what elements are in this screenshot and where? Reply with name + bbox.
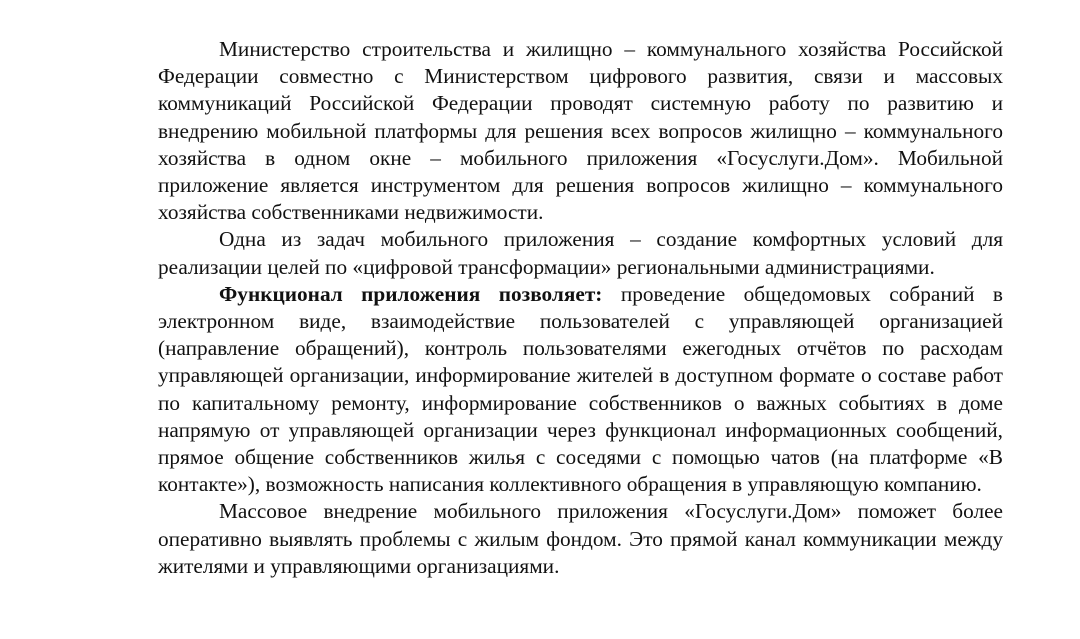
paragraph-mass-adoption [158, 498, 1003, 580]
paragraph-app-features [158, 281, 1003, 499]
paragraph-app-goal [158, 226, 1003, 280]
document-page [158, 36, 1003, 580]
paragraph-text: Министерство строительства и жилищно – коммунального хозяйства Российской Федерации совместно с Министерством цифрового развития, связи и массовых коммуникаций Российской Федерации проводят системную работу по развитию и внедрению мобильной платформы для решения всех вопросов жилищно – коммунального хозяйства в одном окне – мобильного приложения «Госуслуги.Дом». Мобильной приложение является инструментом для решения вопросов жилищно – коммунального хозяйства собственниками недвижимости. [158, 37, 1003, 225]
paragraph-bold-lead: Функционал приложения позволяет: [219, 281, 603, 306]
paragraph-text: проведение общедомовых собраний в электронном виде, взаимодействие пользователей с управляющей организацией (направление обращений), контроль пользователями ежегодных отчётов по расходам управляющей организации, информирование жителей в доступном формате о составе работ по капитальному ремонту, информирование собственников о важных событиях в доме напрямую от управляющей организации через функционал информационных сообщений, прямое общение собственников жилья с соседями с помощью чатов (на платформе «В контакте»), возможность написания коллективного обращения в управляющую компанию. [158, 281, 1003, 497]
paragraph-ministry-platform [158, 36, 1003, 226]
paragraph-text: Массовое внедрение мобильного приложения «Госуслуги.Дом» поможет более оперативно выявлять проблемы с жилым фондом. Это прямой канал коммуникации между жителями и управляющими организациями. [158, 499, 1003, 578]
paragraph-text: Одна из задач мобильного приложения – создание комфортных условий для реализации целей по «цифровой трансформации» региональными администрациями. [158, 227, 1003, 279]
